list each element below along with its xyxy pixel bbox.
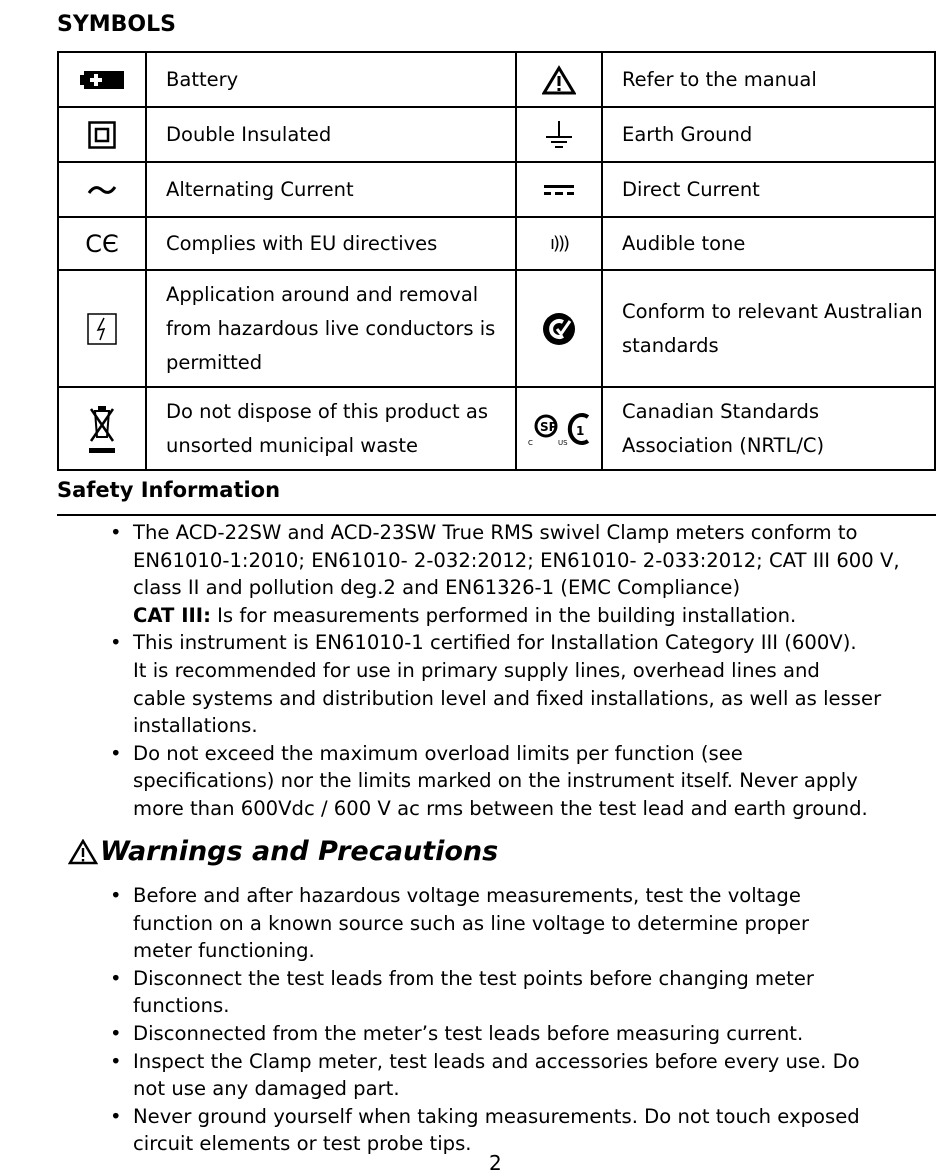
bullet-icon: • [110,521,122,544]
bullet-line: not use any damaged part. [133,1077,400,1101]
bullet-line: Disconnected from the meter’s test leads before measuring current. [133,1021,804,1045]
bullet-line: circuit elements or test probe tips. [133,1132,472,1156]
svg-text:C: C [528,438,533,447]
bullet-item [110,1048,860,1103]
symbol-label: Conform to relevant Australian standards [602,270,935,387]
audible-tone-icon: ı))) [516,217,602,270]
bullet-item [110,965,860,1020]
c-tick-icon [516,270,602,387]
bullet-line: This instrument is EN61010-1 certified for Installation Category III (600V). [133,631,857,655]
symbol-row [58,217,935,270]
symbol-label: Canadian Standards Association (NRTL/C) [602,387,935,470]
bullet-icon: • [110,884,122,907]
bullet-item [110,519,900,629]
category-label: CAT III: [133,603,211,627]
bullet-line: class II and pollution deg.2 and EN61326-1 (EMC Compliance) [133,576,741,600]
symbol-row [58,162,935,217]
bullet-item [110,629,900,739]
earth-ground-icon [516,107,602,162]
bullet-icon: • [110,1021,122,1045]
symbol-label: Double Insulated [146,107,516,162]
bullet-line [133,602,900,630]
symbol-label: Audible tone [602,217,935,270]
bullet-icon: • [110,631,122,655]
svg-text:1: 1 [576,423,585,438]
bullet-line: function on a known source such as line voltage to determine proper [133,911,810,935]
bullet-line: The ACD-22SW and ACD-23SW True RMS swivel Clamp meters conform to [133,521,858,544]
bullet-icon: • [110,1104,122,1128]
bullet-icon: • [110,966,122,990]
bullet-line: more than 600Vdc / 600 V ac rms between the test lead and earth ground. [133,796,868,820]
warning-triangle-icon [68,839,98,865]
bullet-item [110,882,860,965]
heading-rule [57,514,936,516]
symbol-row [58,52,935,107]
bullet-item [110,1103,860,1158]
bullet-line: Never ground yourself when taking measurements. Do not touch exposed [133,1104,860,1128]
live-conductor-icon [58,270,146,387]
warnings-heading [68,836,498,867]
symbols-table [57,51,936,471]
warning-triangle-icon [516,52,602,107]
page-number: 2 [489,1151,502,1175]
bullet-icon: • [110,1049,122,1073]
symbol-label: Earth Ground [602,107,935,162]
double-insulated-icon [58,107,146,162]
bullet-line: cable systems and distribution level and fixed installations, as well as lesser [133,686,882,710]
bullet-line: specifications) nor the limits marked on the instrument itself. Never apply [133,769,858,793]
symbol-label: Battery [146,52,516,107]
bullet-line: Inspect the Clamp meter, test leads and accessories before every use. Do [133,1049,860,1073]
svg-text:SP: SP [540,419,558,434]
symbol-label: Do not dispose of this product as unsorted municipal waste [146,387,516,470]
symbol-label: Complies with EU directives [146,217,516,270]
symbol-row [58,107,935,162]
battery-icon [58,52,146,107]
warnings-list [110,882,860,1158]
ac-icon [58,162,146,217]
svg-text:US: US [558,438,568,447]
safety-list [110,519,900,823]
symbol-label: Alternating Current [146,162,516,217]
bullet-line: meter functioning. [133,939,315,963]
dc-icon [516,162,602,217]
symbol-label: Application around and removal from hazardous live conductors is permitted [146,270,516,387]
ce-mark-icon: CЄ [58,217,146,270]
bullet-line: installations. [133,714,258,738]
safety-heading: Safety Information [57,478,281,502]
bullet-line: Before and after hazardous voltage measurements, test the voltage [133,884,801,907]
bullet-item [110,1020,860,1048]
bullet-line: It is recommended for use in primary supply lines, overhead lines and [133,658,820,682]
bullet-line: EN61010-1:2010; EN61010- 2-032:2012; EN61010- 2-033:2012; CAT III 600 V, [133,548,900,572]
category-description: Is for measurements performed in the building installation. [210,603,797,627]
weee-bin-icon [58,387,146,470]
symbol-label: Direct Current [602,162,935,217]
bullet-item [110,740,900,823]
symbol-row [58,387,935,470]
symbol-label: Refer to the manual [602,52,935,107]
symbols-heading: SYMBOLS [57,12,177,37]
symbol-row [58,270,935,387]
bullet-icon: • [110,741,122,765]
bullet-line: functions. [133,994,230,1018]
bullet-line: Do not exceed the maximum overload limits per function (see [133,741,743,765]
bullet-line: Disconnect the test leads from the test points before changing meter [133,966,814,990]
csa-mark-icon [516,387,602,470]
warnings-title: Warnings and Precautions [100,836,499,867]
